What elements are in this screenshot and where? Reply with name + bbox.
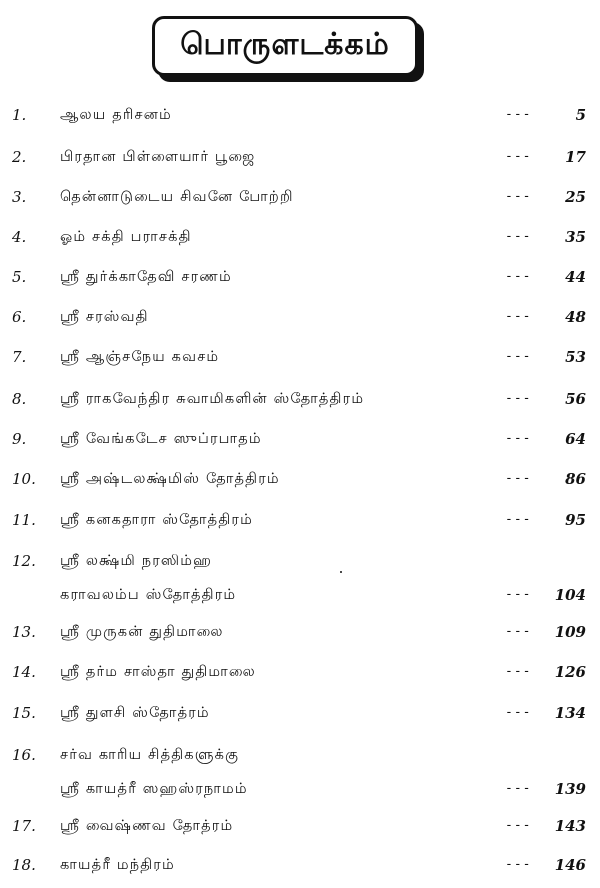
- toc-entry-page-number: 17: [565, 148, 586, 166]
- toc-entry-page-number: 48: [565, 308, 586, 326]
- toc-entry-page-number: 109: [554, 623, 586, 641]
- toc-entry-title: [60, 702, 500, 736]
- toc-entry-number: 7.: [12, 348, 27, 366]
- toc-entry-number: 13.: [12, 623, 36, 641]
- toc-entry-leader: ---: [505, 391, 532, 406]
- toc-entry-page-number: 53: [565, 348, 586, 366]
- toc-entry-number: 5.: [12, 268, 27, 286]
- toc-entry-number: 10.: [12, 470, 36, 488]
- toc-entry-title-line: ஆலய தரிசனம்: [60, 107, 172, 123]
- toc-entry-title: [60, 428, 500, 462]
- toc-entry-title-line: தென்னாடுடைய சிவனே போற்றி: [60, 189, 294, 205]
- toc-entry-page-number: 86: [565, 470, 586, 488]
- toc-entry-leader: ---: [505, 857, 532, 872]
- toc-entry-number: 11.: [12, 511, 36, 529]
- toc-entry-title-line: ஸ்ரீ அஷ்டலக்ஷ்மிஸ் தோத்திரம்: [60, 471, 280, 487]
- toc-entry-title: [60, 146, 500, 180]
- toc-entry-number: 14.: [12, 663, 36, 681]
- toc-entry-title-line: ஸ்ரீ வேங்கடேச ஸுப்ரபாதம்: [60, 431, 262, 447]
- toc-entry-page-number: 25: [565, 188, 586, 206]
- toc-entry-number: 18.: [12, 856, 36, 874]
- toc-entry-title: [60, 744, 500, 812]
- toc-entry-title-line: பிரதான பிள்ளையார் பூஜை: [60, 149, 256, 165]
- toc-entry-page-number: 104: [554, 586, 586, 604]
- toc-entry-page-number: 139: [554, 780, 586, 798]
- toc-entry-title-line: ஸ்ரீ கனகதாரா ஸ்தோத்திரம்: [60, 512, 253, 528]
- toc-entry-leader: ---: [505, 587, 532, 602]
- toc-entry-title-line: ஓம் சக்தி பராசக்தி: [60, 229, 192, 245]
- toc-entry-number: 8.: [12, 390, 27, 408]
- toc-entry-page-number: 64: [565, 430, 586, 448]
- toc-entry-title-line: காயத்ரீ மந்திரம்: [60, 857, 175, 873]
- toc-entry-title-line: ஸ்ரீ முருகன் துதிமாலை: [60, 624, 224, 640]
- toc-entry-leader: ---: [505, 705, 532, 720]
- toc-entry-title-line: ஸ்ரீ சரஸ்வதி: [60, 309, 149, 325]
- toc-entry-title: [60, 388, 500, 422]
- toc-entry-title: [60, 186, 500, 220]
- toc-entry-title-line: ஸ்ரீ வைஷ்ணவ தோத்ரம்: [60, 818, 234, 834]
- toc-entry-leader: ---: [505, 189, 532, 204]
- toc-entry-leader: ---: [505, 149, 532, 164]
- toc-entry-title: [60, 661, 500, 695]
- page-title: பொருளடக்கம்: [180, 26, 390, 62]
- toc-entry-page-number: 143: [554, 817, 586, 835]
- toc-entry-number: 6.: [12, 308, 27, 326]
- toc-entry-leader: ---: [505, 664, 532, 679]
- toc-entry-number: 2.: [12, 148, 27, 166]
- toc-entry-title: [60, 266, 500, 300]
- toc-entry-title: [60, 226, 500, 260]
- toc-entry-number: 9.: [12, 430, 27, 448]
- toc-entry-title: [60, 621, 500, 655]
- toc-entry-leader: ---: [505, 512, 532, 527]
- title-frame: [152, 16, 418, 76]
- stray-dot: [340, 571, 342, 573]
- toc-entry-leader: ---: [505, 107, 532, 122]
- toc-entry-leader: ---: [505, 349, 532, 364]
- toc-entry-leader: ---: [505, 624, 532, 639]
- toc-entry-leader: ---: [505, 818, 532, 833]
- toc-entry-number: 15.: [12, 704, 36, 722]
- toc-entry-title-line: ஸ்ரீ துர்க்காதேவி சரணம்: [60, 269, 232, 285]
- toc-entry-title-line: சர்வ காரிய சித்திகளுக்கு: [60, 747, 240, 763]
- toc-entry-leader: ---: [505, 781, 532, 796]
- toc-entry-title-line: ஸ்ரீ தர்ம சாஸ்தா துதிமாலை: [60, 664, 256, 680]
- toc-entry-page-number: 35: [565, 228, 586, 246]
- toc-entry-title: [60, 550, 500, 618]
- toc-entry-leader: ---: [505, 309, 532, 324]
- toc-entry-number: 4.: [12, 228, 27, 246]
- toc-entry-leader: ---: [505, 229, 532, 244]
- toc-entry-page-number: 56: [565, 390, 586, 408]
- toc-entry-page-number: 146: [554, 856, 586, 874]
- toc-entry-number: 1.: [12, 106, 27, 124]
- toc-entry-title-line: ஸ்ரீ துளசி ஸ்தோத்ரம்: [60, 705, 210, 721]
- toc-entry-title: [60, 306, 500, 340]
- toc-entry-title-line: ஸ்ரீ லக்ஷ்மி நரஸிம்ஹ: [60, 553, 213, 569]
- toc-entry-title: [60, 509, 500, 543]
- toc-entry-page-number: 134: [554, 704, 586, 722]
- toc-entry-title-line: ஸ்ரீ ராகவேந்திர சுவாமிகளின் ஸ்தோத்திரம்: [60, 391, 365, 407]
- title-box: [152, 16, 418, 76]
- toc-entry-title-line: ஸ்ரீ காயத்ரீ ஸஹஸ்ரநாமம்: [60, 781, 248, 797]
- toc-entry-title: [60, 854, 500, 888]
- toc-entry-title: [60, 468, 500, 502]
- toc-entry-page-number: 44: [565, 268, 586, 286]
- toc-entry-title-line: கராவலம்ப ஸ்தோத்திரம்: [60, 587, 237, 603]
- toc-entry-page-number: 126: [554, 663, 586, 681]
- toc-entry-title: [60, 815, 500, 849]
- toc-entry-page-number: 95: [565, 511, 586, 529]
- toc-entry-number: 16.: [12, 746, 36, 764]
- toc-entry-title: [60, 104, 500, 138]
- toc-entry-page-number: 5: [575, 106, 586, 124]
- toc-entry-leader: ---: [505, 269, 532, 284]
- toc-entry-title: [60, 346, 500, 380]
- toc-entry-number: 12.: [12, 552, 36, 570]
- toc-entry-title-line: ஸ்ரீ ஆஞ்சநேய கவசம்: [60, 349, 220, 365]
- toc-entry-leader: ---: [505, 471, 532, 486]
- toc-entry-number: 17.: [12, 817, 36, 835]
- toc-entry-leader: ---: [505, 431, 532, 446]
- toc-entry-number: 3.: [12, 188, 27, 206]
